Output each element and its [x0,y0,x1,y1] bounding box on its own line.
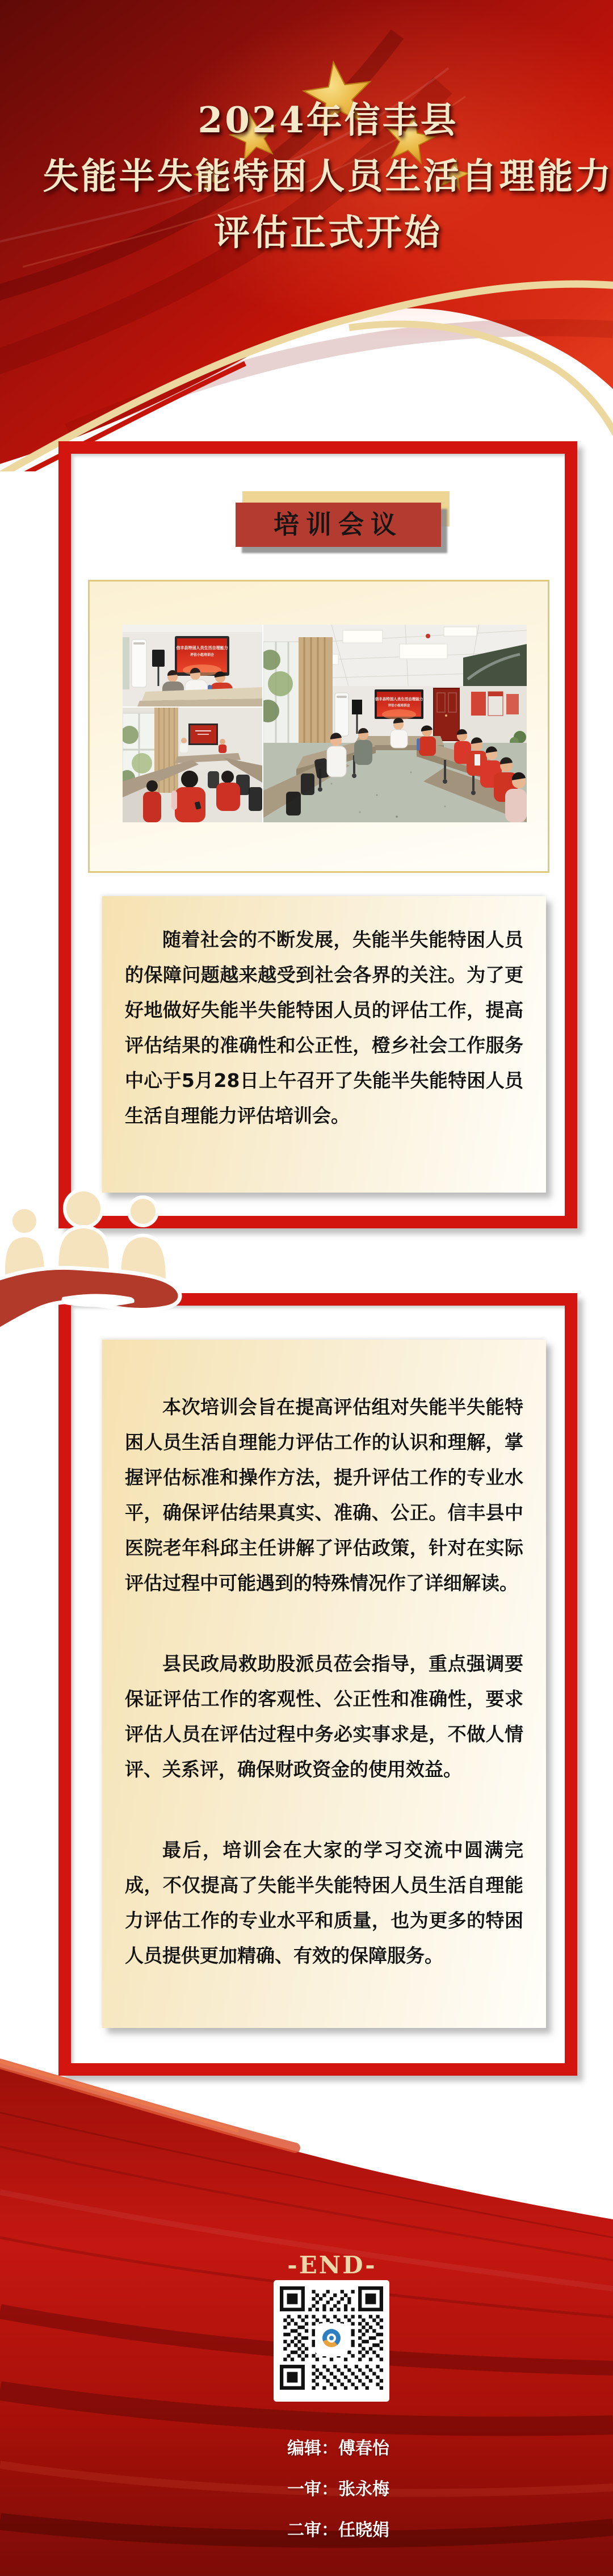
photo-meeting-room-side [123,708,262,822]
qr-code [274,2280,389,2402]
badge-label: 培训会议 [273,509,403,540]
photo-frame [88,580,549,873]
article-paragraph-1: 随着社会的不断发展，失能半失能特困人员的保障问题越来越受到社会各界的关注。为了更好地做好失能半失能特困人员的评估工作，提高评估结果的准确性和公正性，橙乡社会工作服务中心于5月28日上午召开了失能半失能特困人员生活自理能力评估培训会。 [125,929,523,1127]
title-line-1: 2024年信丰县 [198,99,459,141]
credits-block [287,2428,389,2551]
header-banner [0,0,613,471]
poster-title [22,92,613,261]
credit-editor: 编辑：傅春怡 [287,2439,389,2458]
article-paragraph-2: 本次培训会旨在提高评估组对失能半失能特困人员生活自理能力评估工作的认识和理解，掌握评估标准和操作方法，提升评估工作的专业水平，确保评估结果真实、准确、公正。信丰县中医院老年科邱主任讲解了评估政策，针对在实际评估过程中可能遇到的特殊情况作了详细解读。 [125,1396,523,1594]
screen-title-line2: 评估小组培训会 [388,704,410,708]
training-meeting-card [58,441,577,1228]
credit-first-reviewer: 一审：张永梅 [287,2479,389,2499]
article-card [58,1293,577,2076]
screen-title-line1: 信丰县特困人员生活自理能力 [176,646,228,650]
badge-red-plate [236,503,441,547]
photo-collage [123,625,527,822]
caring-hand-people-icon [0,1185,195,1387]
title-line-3: 评估正式开始 [214,211,442,253]
article-paragraph-3: 县民政局救助股派员莅会指导，重点强调要保证评估工作的客观性、公正性和准确性，要求评估人员在评估过程中务必实事求是，不做人情评、关系评，确保财政资金的使用效益。 [125,1653,523,1780]
photo-meeting-head-table [123,625,262,706]
end-label: -END- [287,2251,377,2279]
article-panel-1 [102,896,546,1193]
section-badge [236,491,451,555]
hand-icon [0,1268,180,1336]
credit-second-reviewer: 二审：任晓娟 [287,2520,389,2540]
footer-banner [0,2044,613,2576]
screen-title-line1: 信丰县特困人员生活自理能力 [375,697,423,701]
title-line-2: 失能半失能特困人员生活自理能力 [43,155,613,197]
article-panel-2 [102,1340,546,2028]
article-paragraph-4: 最后，培训会在大家的学习交流中圆满完成，不仅提高了失能半失能特困人员生活自理能力评估工作的专业水平和质量，也为更多的特困人员提供更加精确、有效的保障服务。 [125,1839,523,1967]
photo-meeting-room-wide [263,625,527,822]
screen-title-line2: 评估小组培训会 [190,653,215,657]
qr-center-logo [316,2324,347,2355]
